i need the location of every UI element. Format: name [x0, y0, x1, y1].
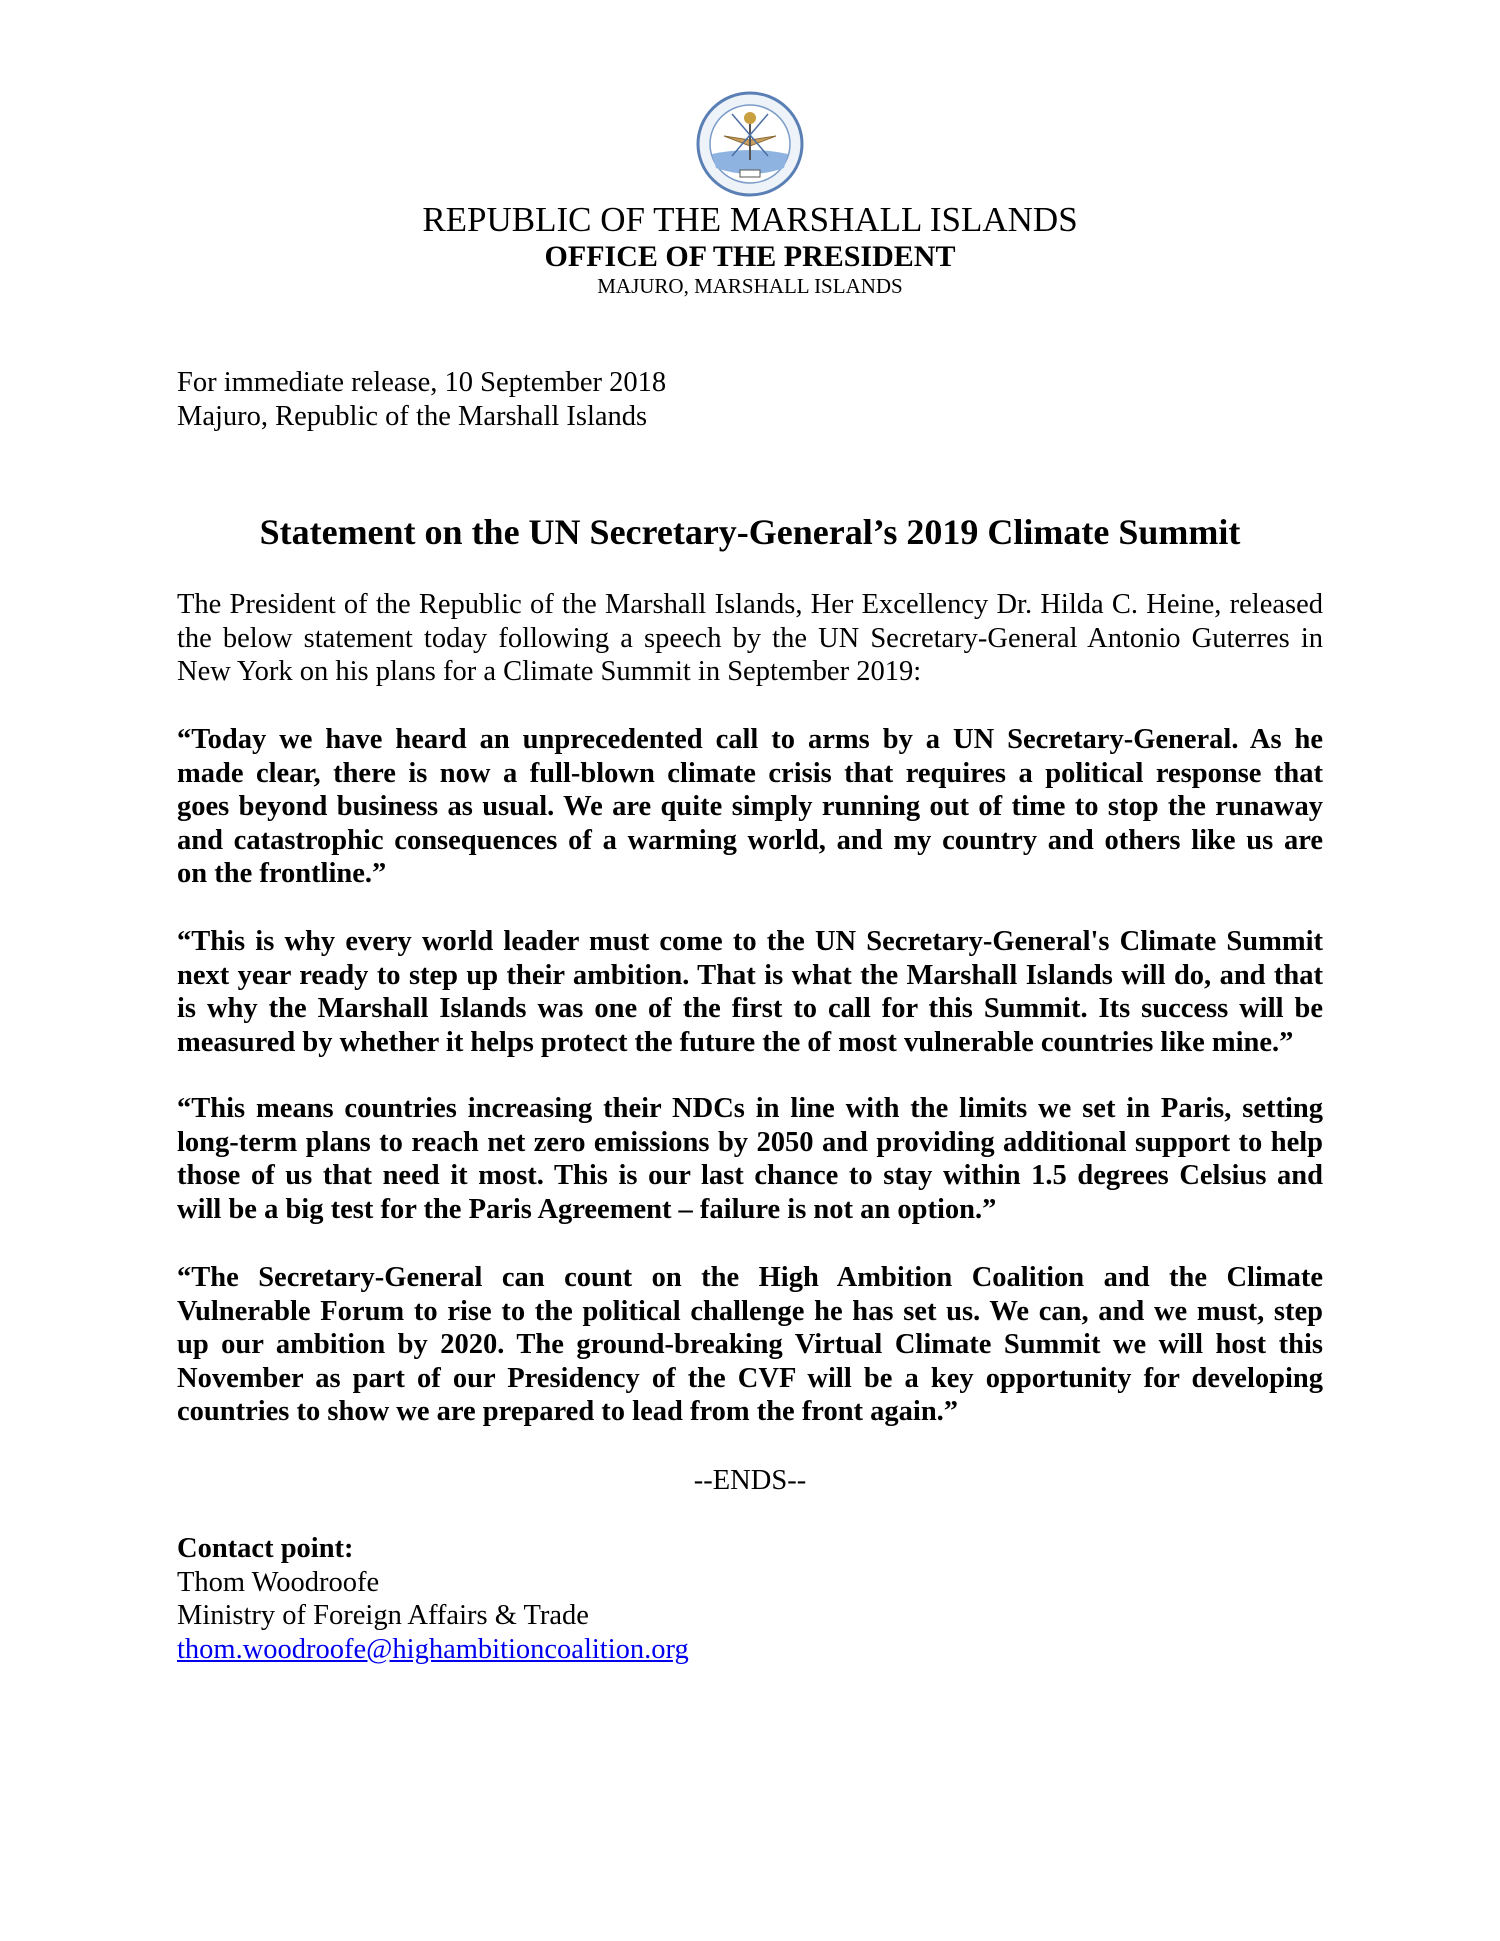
text-line: measured by whether it helps protect the future the of most vulnerable countries like mine.” [177, 1026, 1294, 1058]
release-info [177, 366, 1323, 433]
intro-paragraph [177, 588, 1323, 689]
release-date: For immediate release, 10 September 2018 [177, 367, 667, 398]
ends-marker: --ENDS-- [693, 1465, 807, 1496]
text-line: “This means countries increasing their NDCs in line with the limits we set in Paris, setting [177, 1093, 1323, 1124]
text-line: The President of the Republic of the Marshall Islands, Her Excellency Dr. Hilda C. Heine, released [177, 589, 1323, 620]
text-line: and catastrophic consequences of a warming world, and my country and others like us are [177, 824, 1323, 856]
contact-email-link[interactable]: thom.woodroofe@highambitioncoalition.org [177, 1633, 689, 1665]
country-heading: REPUBLIC OF THE MARSHALL ISLANDS [422, 200, 1078, 239]
contact-block [177, 1532, 1323, 1666]
text-line: long-term plans to reach net zero emissions by 2050 and providing additional support to help [177, 1126, 1323, 1158]
office-heading: OFFICE OF THE PRESIDENT [544, 240, 956, 273]
text-line: “The Secretary-General can count on the High Ambition Coalition and the Climate [177, 1262, 1323, 1293]
text-line: Vulnerable Forum to rise to the political challenge he has set us. We can, and we must, step [177, 1295, 1323, 1327]
text-line: November as part of our Presidency of the CVF will be a key opportunity for developing [177, 1362, 1323, 1394]
marshall-islands-seal-logo [694, 90, 806, 198]
text-line: the below statement today following a speech by the UN Secretary-General Antonio Guterres in [177, 622, 1323, 654]
text-line: goes beyond business as usual. We are quite simply running out of time to stop the runaway [177, 791, 1323, 823]
quote-paragraph-1 [177, 723, 1323, 891]
statement-title: Statement on the UN Secretary-General’s 2019 Climate Summit [259, 512, 1241, 552]
contact-organization: Ministry of Foreign Affairs & Trade [177, 1600, 589, 1632]
text-line: New York on his plans for a Climate Summit in September 2019: [177, 656, 922, 688]
quote-paragraph-2 [177, 925, 1323, 1059]
text-line: countries to show we are prepared to lead from the front again.” [177, 1396, 959, 1428]
contact-name: Thom Woodroofe [177, 1566, 380, 1598]
text-line: made clear, there is now a full-blown climate crisis that requires a political response that [177, 757, 1323, 789]
quote-paragraph-4 [177, 1261, 1323, 1429]
quote-paragraph-3 [177, 1092, 1323, 1226]
text-line: “This is why every world leader must come to the UN Secretary-General's Climate Summit [177, 926, 1323, 957]
text-line: is why the Marshall Islands was one of the first to call for this Summit. Its success will be [177, 993, 1323, 1025]
text-line: next year ready to step up their ambition. That is what the Marshall Islands will do, and that [177, 959, 1323, 991]
text-line: on the frontline.” [177, 858, 387, 890]
text-line: “Today we have heard an unprecedented call to arms by a UN Secretary-General. As he [177, 724, 1323, 755]
location-heading: MAJURO, MARSHALL ISLANDS [597, 274, 903, 298]
text-line: up our ambition by 2020. The ground-breaking Virtual Climate Summit we will host this [177, 1329, 1323, 1361]
text-line: those of us that need it most. This is our last chance to stay within 1.5 degrees Celsius and [177, 1160, 1323, 1192]
contact-heading: Contact point: [177, 1533, 354, 1564]
text-line: will be a big test for the Paris Agreement – failure is not an option.” [177, 1193, 997, 1225]
release-place: Majuro, Republic of the Marshall Islands [177, 400, 648, 432]
